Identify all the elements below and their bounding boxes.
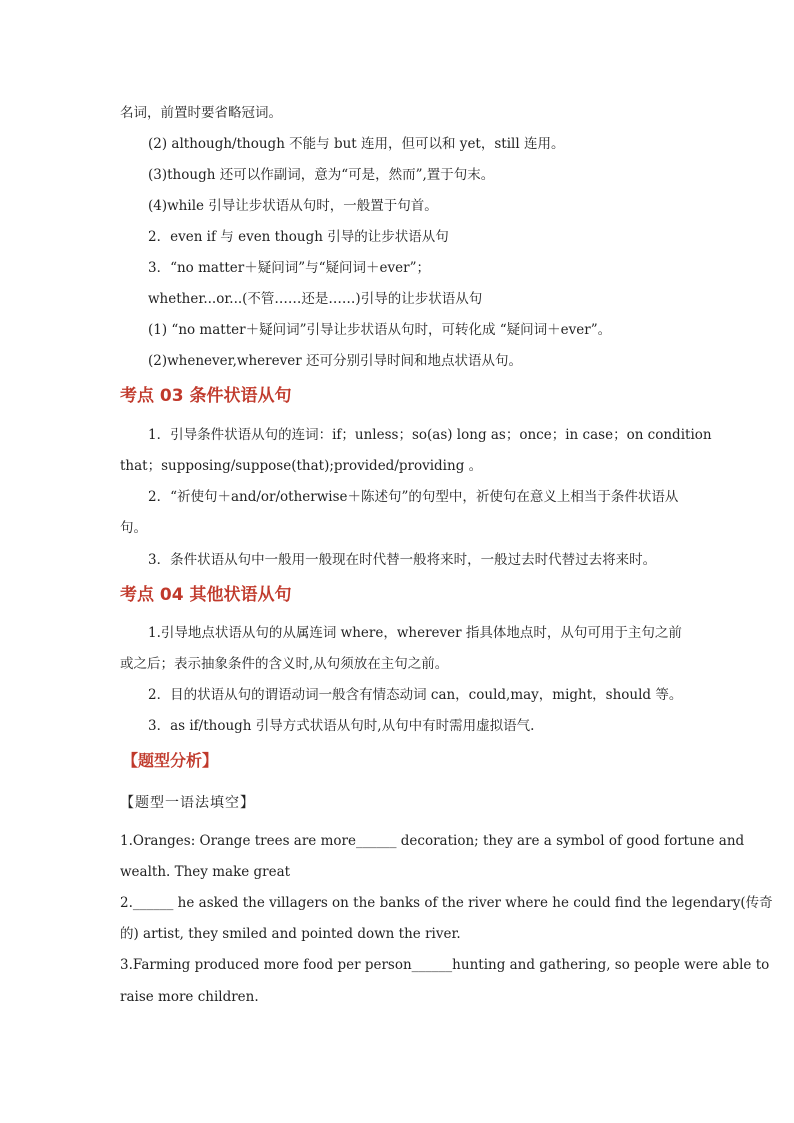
question-type-heading: 【题型一语法填空】 <box>120 795 255 811</box>
question-line: 2.______ he asked the villagers on the banks of the river where he could find the legendary(传奇 <box>120 895 773 911</box>
paragraph-line: 3．“no matter＋疑问词”与“疑问词＋ever”； <box>148 260 431 276</box>
paragraph-line: 3．as if/though 引导方式状语从句时,从句中有时需用虚拟语气. <box>148 718 535 734</box>
question-line: 3.Farming produced more food per person______hunting and gathering, so people were able to <box>120 957 770 973</box>
paragraph-line: 或之后；表示抽象条件的含义时,从句须放在主句之前。 <box>120 656 449 672</box>
paragraph-line: that；supposing/suppose(that);provided/providing 。 <box>120 458 483 474</box>
analysis-heading: 【题型分析】 <box>122 751 219 770</box>
paragraph-line: 2．“祈使句＋and/or/otherwise＋陈述句”的句型中，祈使句在意义上相当于条件状语从 <box>148 489 679 505</box>
paragraph-line: (2)whenever,wherever 还可分别引导时间和地点状语从句。 <box>148 353 522 369</box>
paragraph-line: 名词，前置时要省略冠词。 <box>120 105 282 121</box>
paragraph-line: (3)though 还可以作副词，意为“可是，然而”,置于句末。 <box>148 167 495 183</box>
paragraph-line: (2) although/though 不能与 but 连用，但可以和 yet，still 连用。 <box>148 136 565 152</box>
paragraph-line: whether...or...(不管……还是……)引导的让步状语从句 <box>148 291 483 307</box>
question-line: 的) artist, they smiled and pointed down the river. <box>120 926 461 942</box>
paragraph-line: 1．引导条件状语从句的连词：if；unless；so(as) long as；once；in case；on condition <box>148 427 712 443</box>
section-heading-03: 考点 03 条件状语从句 <box>120 386 292 406</box>
paragraph-line: (4)while 引导让步状语从句时，一般置于句首。 <box>148 198 438 214</box>
paragraph-line: 1.引导地点状语从句的从属连词 where，wherever 指具体地点时，从句可用于主句之前 <box>148 625 682 641</box>
paragraph-line: 2．目的状语从句的谓语动词一般含有情态动词 can，could,may，might，should 等。 <box>148 687 683 703</box>
section-heading-04: 考点 04 其他状语从句 <box>120 585 292 605</box>
paragraph-line: (1) “no matter＋疑问词”引导让步状语从句时，可转化成 “疑问词＋ever”。 <box>148 322 612 338</box>
paragraph-line: 3．条件状语从句中一般用一般现在时代替一般将来时，一般过去时代替过去将来时。 <box>148 552 657 568</box>
question-line: wealth. They make great <box>120 864 291 880</box>
paragraph-line: 2．even if 与 even though 引导的让步状语从句 <box>148 229 449 245</box>
paragraph-line: 句。 <box>120 520 147 536</box>
question-line: raise more children. <box>120 989 259 1005</box>
question-line: 1.Oranges: Orange trees are more______ decoration; they are a symbol of good fortune and <box>120 833 745 849</box>
